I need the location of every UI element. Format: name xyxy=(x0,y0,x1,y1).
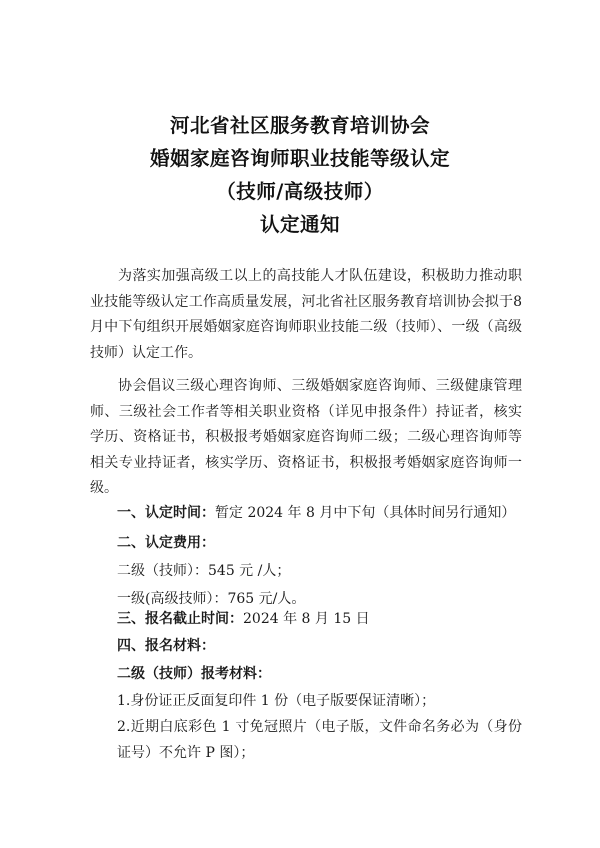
time-item xyxy=(117,503,515,523)
eligibility-paragraph: 协会倡议三级心理咨询师、三级婚姻家庭咨询师、三级健康管理师、三级社会工作者等相关职业资格（详见申报条件）持证者，核实学历、资格证书，积极报考婚姻家庭咨询师二级；二级心理咨询师等相关专业持证者，核实学历、资格证书，积极报考婚姻家庭咨询师一级。 xyxy=(90,378,522,496)
org-title: 河北省社区服务教育培训协会 xyxy=(169,114,430,137)
fee-level2: 二级（技师）：545 元 /人； xyxy=(117,563,291,579)
materials-subheading: 二级（技师）报考材料： xyxy=(117,666,271,682)
material-item-2: 2.近期白底彩色 1 寸免冠照片（电子版，文件命名务必为（身份证号）不允许 P 图）； xyxy=(117,719,522,761)
fee-heading: 二、认定费用： xyxy=(117,535,215,551)
deadline-label: 三、报名截止时间： xyxy=(117,611,243,627)
deadline-value: 2024 年 8 月 15 日 xyxy=(243,611,370,627)
time-label: 一、认定时间： xyxy=(117,505,215,521)
time-value: 暂定 2024 年 8 月中下旬（具体时间另行通知） xyxy=(215,505,516,521)
certification-title: 婚姻家庭咨询师职业技能等级认定 xyxy=(149,147,450,170)
deadline-item xyxy=(117,609,370,629)
materials-heading: 四、报名材料： xyxy=(117,638,215,654)
level-subtitle: （技师/高级技师） xyxy=(216,180,384,203)
intro-paragraph: 为落实加强高级工以上的高技能人才队伍建设，积极助力推动职业技能等级认定工作高质量发展，河北省社区服务教育培训协会拟于8月中下旬组织开展婚姻家庭咨询师职业技能二级（技师）、一级（高级技师）认定工作。 xyxy=(90,268,522,361)
fee-level1: 一级(高级技师）：765 元/人。 xyxy=(117,591,306,607)
notice-heading: 认定通知 xyxy=(259,213,340,236)
material-item-1: 1.身份证正反面复印件 1 份（电子版要保证清晰）； xyxy=(117,693,436,709)
